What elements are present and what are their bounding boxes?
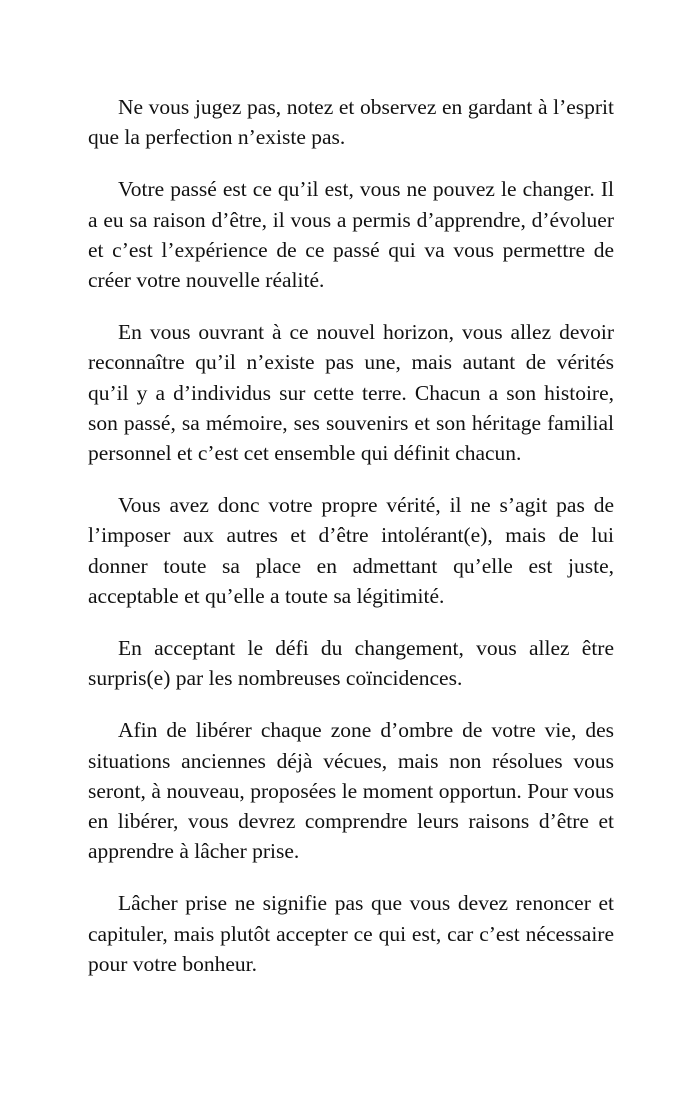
paragraph-3: En vous ouvrant à ce nouvel horizon, vous allez devoir reconnaître qu’il n’existe pas une, mais autant de vérités qu’il y a d’individus sur cette terre. Chacun a son histoire, son passé, sa mémoire, ses souvenirs et son héritage familial personnel et c’est cet ensemble qui définit chacun. (88, 320, 614, 466)
paragraph-5: En acceptant le défi du changement, vous allez être surpris(e) par les nombreuses coïncidences. (88, 636, 614, 691)
paragraph-4: Vous avez donc votre propre vérité, il ne s’agit pas de l’imposer aux autres et d’être intolérant(e), mais de lui donner toute sa place en admettant qu’elle est juste, acceptable et qu’elle a toute sa légitimité. (88, 493, 614, 608)
paragraph-6: Afin de libérer chaque zone d’ombre de votre vie, des situations anciennes déjà vécues, mais non résolues vous seront, à nouveau, proposées le moment opportun. Pour vous en libérer, vous devrez comprendre leurs raisons d’être et apprendre à lâcher prise. (88, 718, 614, 864)
paragraph-2: Votre passé est ce qu’il est, vous ne pouvez le changer. Il a eu sa raison d’être, il vous a permis d’apprendre, d’évoluer et c’est l’expérience de ce passé qui va vous permettre de créer votre nouvelle réalité. (88, 177, 614, 293)
paragraph-1: Ne vous jugez pas, notez et observez en gardant à l’esprit que la perfection n’existe pas. (88, 95, 614, 150)
paragraph-7: Lâcher prise ne signifie pas que vous devez renoncer et capituler, mais plutôt accepter ce qui est, car c’est nécessaire pour votre bonheur. (88, 891, 614, 976)
